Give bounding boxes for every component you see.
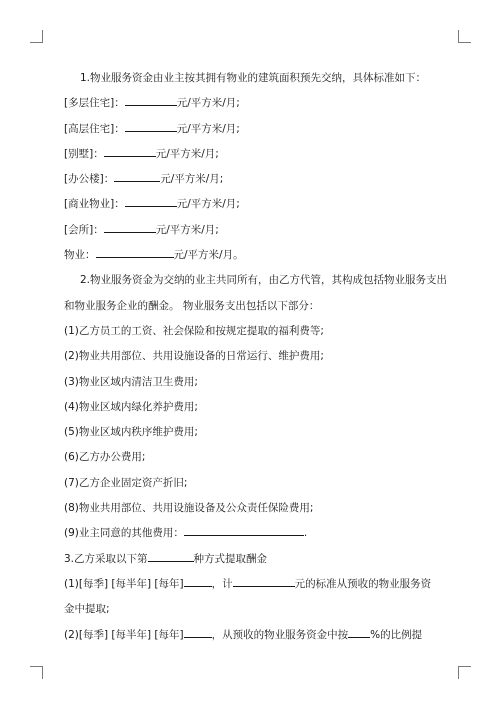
fee-item-multi-storey: [多层住宅]： 元/平方米/月; (64, 91, 444, 116)
fee-item-commercial: [商业物业]： 元/平方米/月; (64, 192, 444, 217)
document-body (64, 66, 448, 648)
remuneration-option-1-cont: 金中提取; (64, 603, 110, 616)
expense-item: (4)物业区域内绿化养护费用; (64, 400, 198, 413)
fill-blank[interactable] (233, 575, 295, 587)
fill-blank[interactable] (148, 550, 194, 562)
para1-heading: 1.物业服务资金由业主按其拥有物业的建筑面积预先交纳，具体标准如下： (80, 72, 427, 84)
crop-mark-top-right (458, 30, 471, 43)
remuneration-option-1: (1)[每季] [每半年] [每年] ，计 元的标准从预收的物业服务资 (64, 572, 444, 597)
expense-item: (8)物业共用部位、共用设施设备及公众责任保险费用; (64, 502, 314, 515)
fill-blank[interactable] (125, 94, 177, 106)
fee-item-villa: [别墅]： 元/平方米/月; (64, 142, 444, 167)
fee-item-clubhouse: [会所]： 元/平方米/月; (64, 218, 444, 243)
fill-blank[interactable] (348, 626, 370, 638)
crop-mark-top-left (30, 30, 43, 43)
fill-blank[interactable] (184, 575, 212, 587)
crop-mark-bottom-left (30, 666, 43, 679)
para3-heading: 3.乙方采取以下第 种方式提取酬金 (64, 547, 444, 572)
expense-item: (6)乙方办公费用; (64, 451, 146, 464)
fee-item-high-rise: [高层住宅]： 元/平方米/月; (64, 117, 444, 142)
expense-item-other: (9)业主同意的其他费用： . (64, 521, 444, 546)
fill-blank[interactable] (125, 195, 177, 207)
crop-mark-bottom-right (458, 666, 471, 679)
fill-blank[interactable] (125, 120, 177, 132)
fee-item-office: [办公楼]： 元/平方米/月; (64, 167, 444, 192)
expense-item: (7)乙方企业固定资产折旧; (64, 476, 188, 489)
fill-blank[interactable] (114, 170, 160, 182)
expense-item: (2)物业共用部位、共用设施设备的日常运行、维护费用; (64, 350, 324, 363)
fill-blank[interactable] (184, 524, 304, 536)
fill-blank[interactable] (96, 246, 174, 258)
para2-line2: 和物业服务企业的酬金。 物业服务支出包括以下部分： (64, 299, 320, 312)
fill-blank[interactable] (104, 221, 156, 233)
remuneration-option-2: (2)[每季] [每半年] [每年] ，从预收的物业服务资金中按 %的比例提 (64, 623, 444, 648)
para2-line1: 2.物业服务资金为交纳的业主共同所有，由乙方代管，其构成包括物业服务支出 (80, 274, 448, 287)
fill-blank[interactable] (184, 626, 212, 638)
expense-item: (5)物业区域内秩序维护费用; (64, 426, 198, 439)
expense-item: (1)乙方员工的工资、社会保险和按规定提取的福利费等; (64, 324, 324, 337)
fee-item-property: 物业： 元/平方米/月。 (64, 243, 444, 268)
expense-item: (3)物业区域内清洁卫生费用; (64, 375, 198, 388)
fill-blank[interactable] (104, 145, 156, 157)
